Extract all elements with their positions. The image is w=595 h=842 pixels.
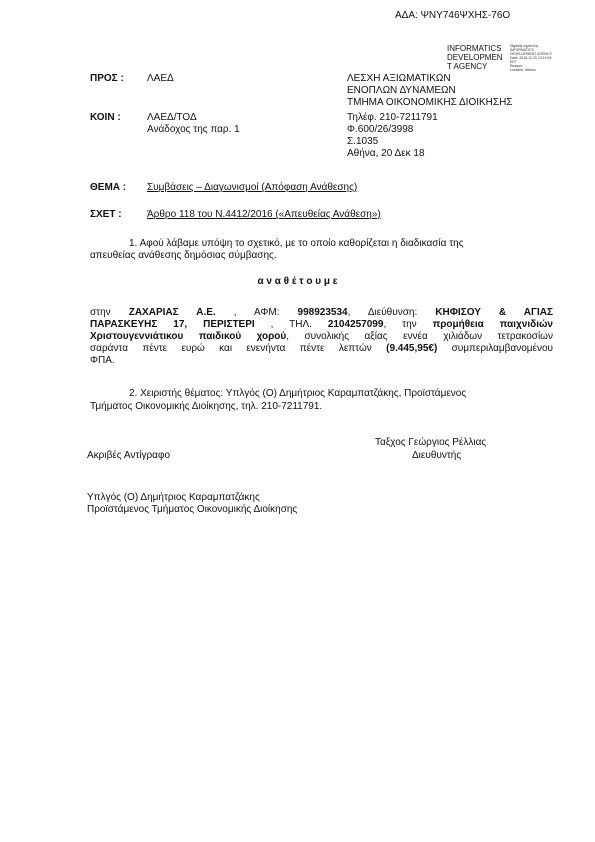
company-name: ΖΑΧΑΡΙΑΣ Α.Ε. (128, 307, 216, 318)
footer-line: Προϊστάμενος Τμήματος Οικονομικής Διοίκησης (87, 504, 298, 515)
koin-value: Ανάδοχος της παρ. 1 (147, 124, 240, 135)
koin-values (147, 112, 240, 136)
para2-line2: Τμήματος Οικονομικής Διοίκησης, τηλ. 210-7211791. (90, 401, 323, 412)
sxet-value: Άρθρο 118 του Ν.4412/2016 («Απευθείας Ανάθεση») (147, 209, 381, 220)
award-line: ΦΠΑ. (90, 355, 115, 366)
subject-part: προμήθεια παιχνιδιών (432, 319, 553, 330)
stamp-detail: Date: 2018.12.20 13:19:39 (510, 56, 552, 60)
award-line: στην ΖΑΧΑΡΙΑΣ Α.Ε. , ΑΦΜ: 998923534, Διεύθυνση: ΚΗΦΙΣΟΥ & ΑΓΙΑΣ (90, 307, 554, 318)
para1-line1: 1. Αφού λάβαμε υπόψη το σχετικό, με το οποίο καθορίζεται η διαδικασία της (129, 238, 464, 249)
thema-value: Συμβάσεις – Διαγωνισμοί (Απόφαση Ανάθεσης) (147, 182, 358, 193)
stamp-detail: Location: Athens (510, 68, 536, 72)
sender-line: ΤΜΗΜΑ ΟΙΚΟΝΟΜΙΚΗΣ ΔΙΟΙΚΗΣΗΣ (347, 97, 513, 108)
footer-block (87, 492, 297, 516)
stamp-line: INFORMATICS (447, 44, 502, 53)
ada-code: ΑΔΑ: ΨΝΥ746ΨΧΗΣ-76Ο (395, 10, 511, 21)
anathetoume-heading: α ν α θ έ τ ο υ μ ε (257, 276, 338, 287)
contact-line: Σ.1035 (347, 136, 379, 147)
contact-line: Τηλέφ. 210-7211791 (347, 112, 438, 123)
award-line: ΠΑΡΑΣΚΕΥΗΣ 17, ΠΕΡΙΣΤΕΡΙ , ΤΗΛ. 2104257099, την προμήθεια παιχνιδιών (90, 319, 553, 330)
sender-line: ΕΝΟΠΛΩΝ ΔΥΝΑΜΕΩΝ (347, 85, 456, 96)
stamp-detail: INFORMATICS (510, 48, 534, 52)
stamp-detail: EET (510, 60, 517, 64)
footer-line: Υπλγός (Ο) Δημήτριος Καραμπατζάκης (87, 492, 260, 503)
stamp-detail: Digitally signed by (510, 44, 539, 48)
sender-line: ΛΕΣΧΗ ΑΞΙΩΜΑΤΙΚΩΝ (347, 73, 451, 84)
true-copy-note: Ακριβές Αντίγραφο (87, 450, 171, 461)
stamp-detail: DEVELOPMENT AGENCY (510, 52, 552, 56)
afm-value: 998923534 (297, 307, 348, 318)
thema-label: ΘΕΜΑ : (90, 182, 127, 193)
stamp-line: T AGENCY (447, 62, 488, 71)
sender-block (347, 73, 512, 109)
koin-label: ΚΟΙΝ : (90, 112, 121, 123)
subject-part: Χριστουγεννιάτικου παιδικού χορού (90, 331, 287, 342)
contact-line: Φ.600/26/3998 (347, 124, 414, 135)
koin-value: ΛΑΕΔ/ΤΟΔ (147, 112, 197, 123)
pros-value: ΛΑΕΔ (147, 73, 174, 84)
para1-line2: απευθείας ανάθεσης δημόσιας σύμβασης. (90, 250, 277, 261)
signatory-name: Ταξχος Γεώργιος Ρέλλιας (375, 437, 487, 448)
signature-stamp-details (510, 44, 570, 72)
amount-value: (9.445,95€) (386, 343, 438, 354)
award-line: σαράντα πέντε ευρώ και ενενήντα πέντε λεπτών (9.445,95€) συμπεριλαμβανομένου (90, 343, 554, 354)
para2-line1: 2. Χειριστής θέματος: Υπλγός (Ο) Δημήτριος Καραμπατζάκης, Προϊστάμενος (129, 388, 467, 399)
contact-block (347, 112, 438, 160)
pros-label: ΠΡΟΣ : (90, 73, 124, 84)
signature-stamp (447, 44, 509, 71)
address-part: ΚΗΦΙΣΟΥ & ΑΓΙΑΣ (435, 307, 554, 318)
signatory-role: Διευθυντής (412, 450, 462, 461)
contact-line: Αθήνα, 20 Δεκ 18 (347, 148, 425, 159)
award-line: Χριστουγεννιάτικου παιδικού χορού, συνολικής αξίας εννέα χιλιάδων τετρακοσίων (90, 331, 553, 342)
address-part: ΠΑΡΑΣΚΕΥΗΣ 17, ΠΕΡΙΣΤΕΡΙ (90, 319, 255, 330)
award-paragraph (90, 307, 553, 367)
stamp-detail: Reason: (510, 64, 524, 68)
phone-value: 2104257099 (327, 319, 384, 330)
stamp-line: DEVELOPMEN (447, 53, 503, 62)
sxet-label: ΣΧΕΤ : (90, 209, 122, 220)
